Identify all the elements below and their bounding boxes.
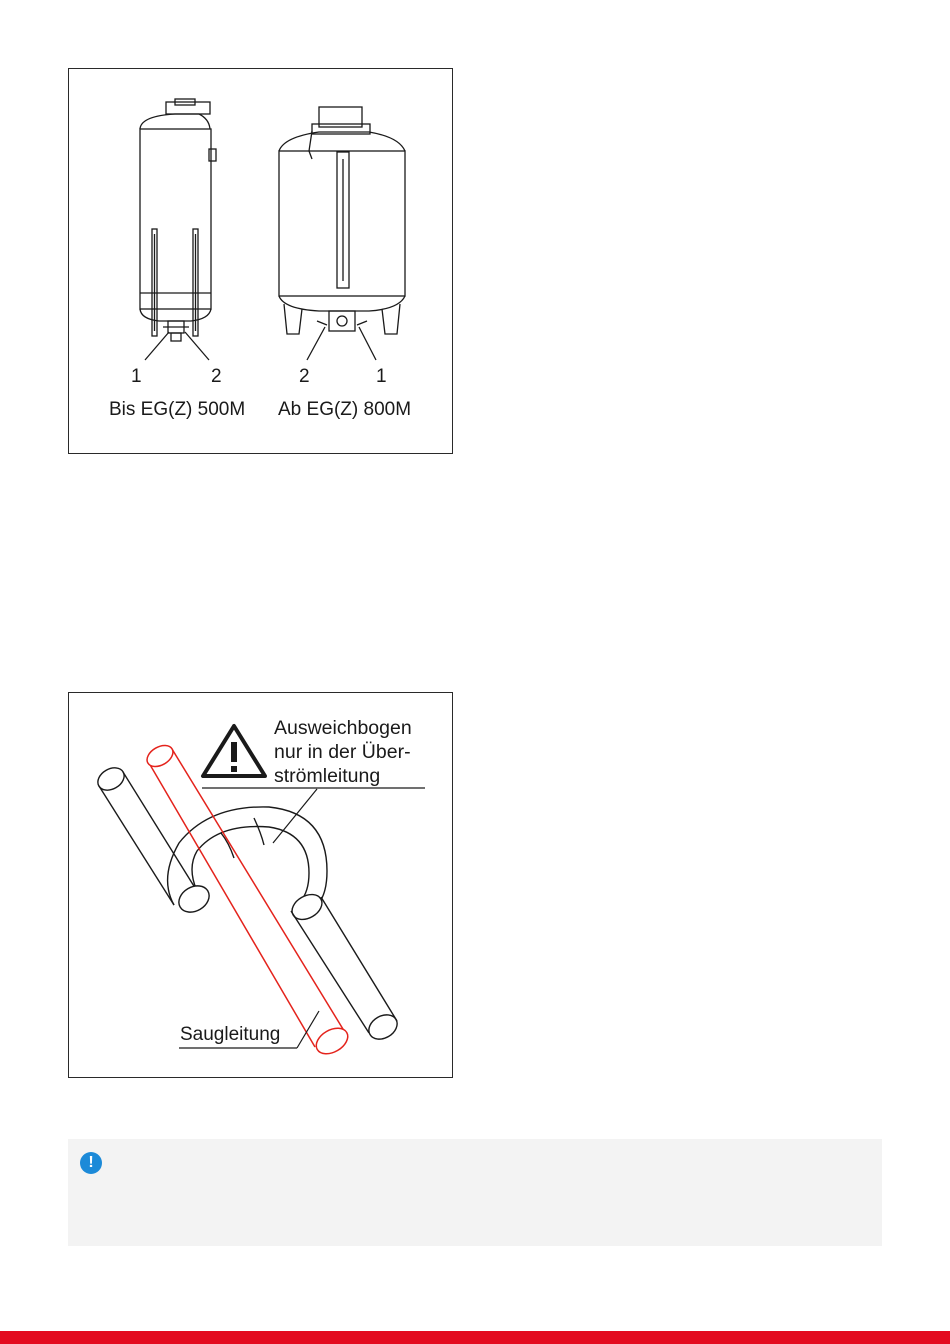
callout-1-right: 1 <box>376 366 387 387</box>
warning-triangle-icon <box>203 726 265 776</box>
right-tank-drawing <box>279 107 405 360</box>
warning-line-1: Ausweichbogen <box>274 717 412 739</box>
tank-connection-figure <box>68 68 453 454</box>
warning-line-2: nur in der Über- <box>274 741 411 763</box>
caption-left-tank: Bis EG(Z) 500M <box>109 399 246 420</box>
caption-right-tank: Ab EG(Z) 800M <box>278 399 412 420</box>
tank-drawings <box>69 69 454 455</box>
left-tank-drawing <box>140 99 216 360</box>
callout-1-left: 1 <box>131 366 142 387</box>
callout-2-left: 2 <box>211 366 222 387</box>
overflow-pipe <box>94 763 402 1044</box>
exclamation-icon: ! <box>80 1152 102 1174</box>
suction-line-label: Saugleitung <box>180 1024 281 1045</box>
warning-text <box>274 716 412 788</box>
note-box <box>68 1139 882 1246</box>
footer-bar <box>0 1331 950 1344</box>
callout-2-right: 2 <box>299 366 310 387</box>
warning-line-3: strömleitung <box>274 765 381 787</box>
pipe-bend-figure <box>68 692 453 1078</box>
